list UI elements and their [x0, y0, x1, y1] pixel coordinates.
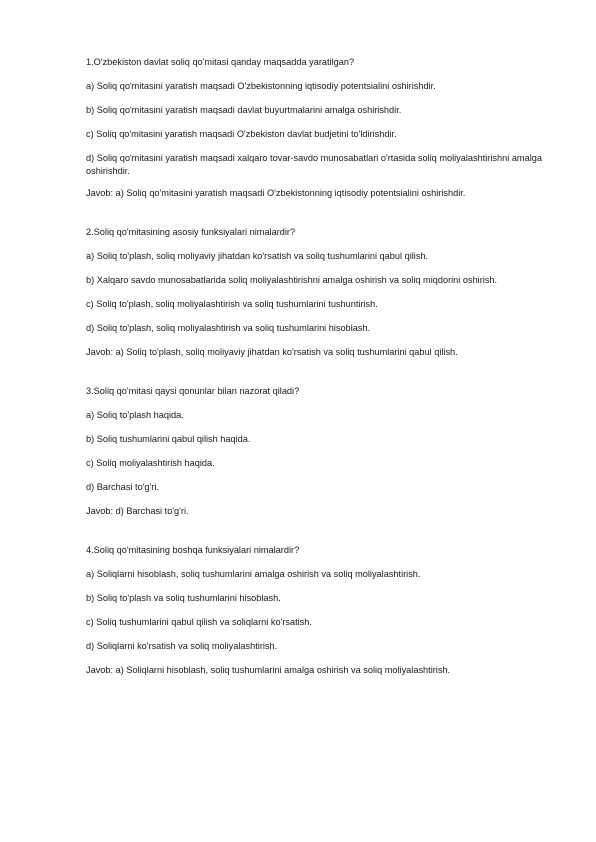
- option-d: d) Soliq qo'mitasini yaratish maqsadi xalqaro tovar-savdo munosabatlari o'rtasida soliq moliyalashtirishni amalga oshirishdir.: [86, 153, 542, 176]
- option-b: b) Soliq to'plash va soliq tushumlarini hisoblash.: [86, 593, 281, 603]
- question-block-4: [86, 544, 556, 677]
- option-c: c) Soliq moliyalashtirish haqida.: [86, 458, 215, 468]
- question-text: 2.Soliq qo'mitasining asosiy funksiyalari nimalardir?: [86, 227, 296, 237]
- answer-text: Javob: a) Soliqlarni hisoblash, soliq tushumlarini amalga oshirish va soliq moliyalashtirish.: [86, 665, 451, 675]
- answer-text: Javob: a) Soliq to'plash, soliq moliyaviy jihatdan ko'rsatish va soliq tushumlarini qabul qilish.: [86, 347, 458, 357]
- question-text: 1.O'zbekiston davlat soliq qo'mitasi qanday maqsadda yaratilgan?: [86, 57, 355, 67]
- document-content: [86, 56, 556, 703]
- option-a: a) Soliqlarni hisoblash, soliq tushumlarini amalga oshirish va soliq moliyalashtirish.: [86, 569, 421, 579]
- option-d: d) Barchasi to'g'ri.: [86, 482, 159, 492]
- option-c: c) Soliq to'plash, soliq moliyalashtirish va soliq tushumlarini tushuntirish.: [86, 299, 378, 309]
- option-a: a) Soliq to'plash haqida.: [86, 410, 184, 420]
- answer-text: Javob: a) Soliq qo'mitasini yaratish maqsadi O'zbekistonning iqtisodiy potentsialini oshirishdir.: [86, 188, 466, 198]
- question-block-3: [86, 385, 556, 518]
- option-c: c) Soliq qo'mitasini yaratish maqsadi O'zbekiston davlat budjetini to'ldirishdir.: [86, 129, 397, 139]
- option-c: c) Soliq tushumlarini qabul qilish va soliqlarni ko'rsatish.: [86, 617, 312, 627]
- option-b: b) Soliq qo'mitasini yaratish maqsadi davlat buyurtmalarini amalga oshirishdir.: [86, 105, 402, 115]
- answer-text: Javob: d) Barchasi to'g'ri.: [86, 506, 189, 516]
- option-a: a) Soliq qo'mitasini yaratish maqsadi O'zbekistonning iqtisodiy potentsialini oshirishdir.: [86, 81, 436, 91]
- option-d: d) Soliqlarni ko'rsatish va soliq moliyalashtirish.: [86, 641, 278, 651]
- option-d: d) Soliq to'plash, soliq moliyalashtirish va soliq tushumlarini hisoblash.: [86, 323, 371, 333]
- option-b: b) Soliq tushumlarini qabul qilish haqida.: [86, 434, 251, 444]
- question-block-2: [86, 226, 556, 359]
- question-text: 4.Soliq qo'mitasining boshqa funksiyalari nimalardir?: [86, 545, 300, 555]
- question-text: 3.Soliq qo'mitasi qaysi qonunlar bilan nazorat qiladi?: [86, 386, 300, 396]
- option-a: a) Soliq to'plash, soliq moliyaviy jihatdan ko'rsatish va soliq tushumlarini qabul qilish.: [86, 251, 429, 261]
- question-block-1: [86, 56, 556, 200]
- option-b: b) Xalqaro savdo munosabatlarida soliq moliyalashtirishni amalga oshirish va soliq miqdorini oshirish.: [86, 275, 498, 285]
